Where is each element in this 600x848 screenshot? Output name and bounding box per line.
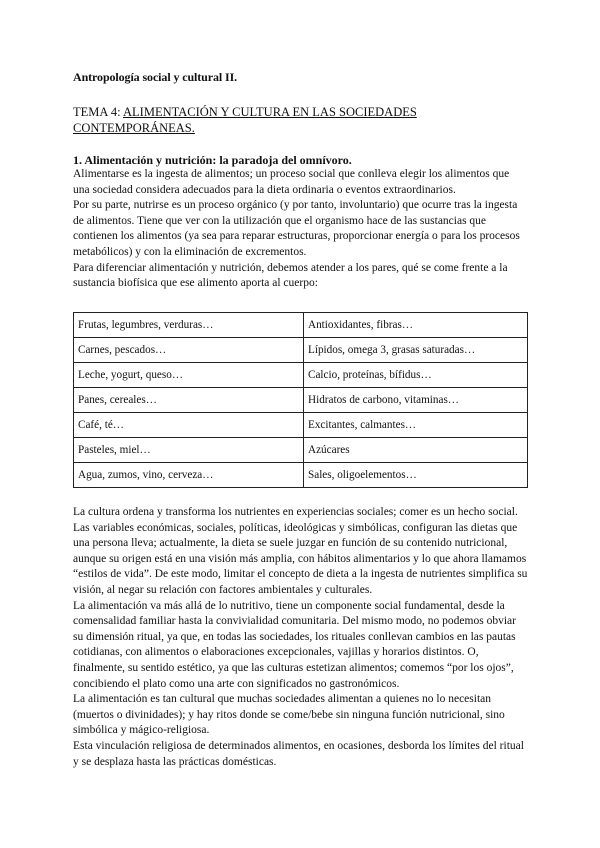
intro-text — [73, 167, 528, 292]
food-nutrient-table — [73, 312, 528, 488]
food-cell: Café, té… — [74, 413, 304, 438]
table-row — [74, 463, 528, 488]
nutrient-cell: Antioxidantes, fibras… — [304, 313, 528, 338]
tema-heading — [73, 104, 513, 136]
section-heading: 1. Alimentación y nutrición: la paradoja del omnívoro. — [73, 153, 352, 167]
tema-prefix: TEMA 4: — [73, 105, 124, 119]
body-paragraph-cultura: La cultura ordena y transforma los nutrientes en experiencias sociales; comer es un hecho social. Las variables económicas, sociales, políticas, ideológicas y simbólicas, configuran las dietas que una persona lleva; actualmente, la dieta se suele juzgar en función de su contenido nutricional, aunque su origen está en una visión más amplia, con hábitos alimentarios y lo que ahora llamamos “estilos de vida”. De este modo, limitar el concepto de dieta a la ingesta de nutrientes simplifica su visión, al negar su relación con factores ambientales y culturales. — [73, 506, 528, 596]
food-cell: Carnes, pescados… — [74, 338, 304, 363]
body-paragraph-alimentacion-cultural: La alimentación es tan cultural que muchas sociedades alimentan a quienes no lo necesitan (muertos o divinidades); y hay ritos donde se come/bebe sin ninguna función nutricional, sino simbólica y mágico-religiosa. — [73, 693, 505, 737]
food-cell: Frutas, legumbres, verduras… — [74, 313, 304, 338]
nutrient-cell: Azúcares — [304, 438, 528, 463]
food-cell: Panes, cereales… — [74, 388, 304, 413]
food-cell: Agua, zumos, vino, cerveza… — [74, 463, 304, 488]
nutrient-cell: Lípidos, omega 3, grasas saturadas… — [304, 338, 528, 363]
tema-title: ALIMENTACIÓN Y CULTURA EN LAS SOCIEDADES CONTEMPORÁNEAS. — [73, 105, 417, 135]
table-row — [74, 363, 528, 388]
course-title: Antropología social y cultural II. — [73, 70, 238, 84]
food-cell: Pasteles, miel… — [74, 438, 304, 463]
table-row — [74, 338, 528, 363]
body-paragraph-alimentacion-social: La alimentación va más allá de lo nutritivo, tiene un componente social fundamental, desde la comensalidad familiar hasta la convivialidad comunitaria. Del mismo modo, no podemos obviar su dimensión ritual, ya que, en todas las sociedades, los rituales conllevan cambios en las pautas cotidianas, con alimentos o elaboraciones excepcionales, vajillas y horarios distintos. O, finalmente, su sentido estético, ya que las culturas estetizan alimentos; comemos “por los ojos”, concibiendo el plato como una arte con significados no gastronómicos. — [73, 599, 516, 690]
table-row — [74, 438, 528, 463]
food-cell: Leche, yogurt, queso… — [74, 363, 304, 388]
body-paragraph-vinculacion-religiosa: Esta vinculación religiosa de determinados alimentos, en ocasiones, desborda los límites del ritual y se desplaza hasta las prácticas domésticas. — [73, 739, 524, 768]
body-text — [73, 505, 528, 770]
nutrient-cell: Excitantes, calmantes… — [304, 413, 528, 438]
intro-paragraph-diferenciar: Para diferenciar alimentación y nutrición, debemos atender a los pares, qué se come frente a la sustancia biofísica que ese alimento aporta al cuerpo: — [73, 261, 508, 290]
intro-paragraph-alimentarse: Alimentarse es la ingesta de alimentos; un proceso social que conlleva elegir los alimentos que una sociedad considera adecuados para la dieta ordinaria o eventos extraordinarios. — [73, 168, 510, 196]
nutrient-cell: Sales, oligoelementos… — [304, 463, 528, 488]
table-row — [74, 388, 528, 413]
table-row — [74, 413, 528, 438]
nutrient-cell: Calcio, proteínas, bífidus… — [304, 363, 528, 388]
table-row — [74, 313, 528, 338]
intro-paragraph-nutrirse: Por su parte, nutrirse es un proceso orgánico (y por tanto, involuntario) que ocurre tras la ingesta de alimentos. Tiene que ver con la utilización que el organismo hace de las sustancias que contienen los alimentos (ya sea para reparar estructuras, proporcionar energía o para los procesos metabólicos) y con la eliminación de excrementos. — [73, 199, 520, 258]
nutrient-cell: Hidratos de carbono, vitaminas… — [304, 388, 528, 413]
